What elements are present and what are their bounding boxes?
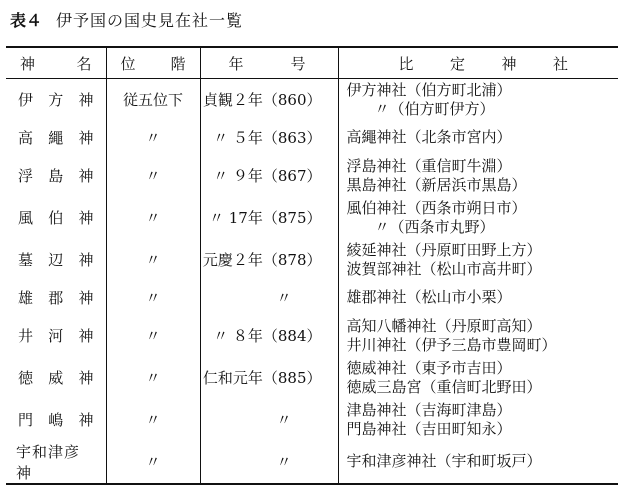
shrine-cell (338, 197, 618, 239)
shrine-table (6, 46, 618, 485)
shrine-cell (338, 239, 618, 281)
year-cell: 〃 (200, 399, 338, 441)
deity-cell: 墓 辺 神 (6, 239, 106, 281)
rank-cell: 従五位下 (106, 79, 200, 121)
deity-cell: 徳 威 神 (6, 357, 106, 399)
shrine-entry: 門島神社（吉田町知永） (346, 419, 512, 438)
table-number-label: 表４ (10, 11, 43, 30)
shrine-entry: 徳威三島宮（重信町北野田） (346, 377, 542, 396)
shrine-entry: 〃（西条市丸野） (374, 217, 495, 236)
rank-cell: 〃 (106, 121, 200, 155)
deity-cell: 宇和津彦神 (6, 441, 106, 484)
table-row (6, 197, 618, 239)
header-rank: 位 階 (106, 47, 200, 79)
shrine-cell (338, 79, 618, 121)
year-cell: 〃 ９年（867） (200, 155, 338, 197)
shrine-entry: 井川神社（伊予三島市豊岡町） (346, 335, 557, 354)
table-caption: 伊予国の国史見在社一覧 (56, 11, 244, 30)
deity-cell: 井 河 神 (6, 315, 106, 357)
year-cell: 元慶２年（878） (200, 239, 338, 281)
shrine-entry: 綾延神社（丹原町田野上方） (346, 240, 542, 259)
rank-cell: 〃 (106, 239, 200, 281)
table-row (6, 441, 618, 484)
rank-cell: 〃 (106, 399, 200, 441)
shrine-entry: 宇和津彦神社（宇和町坂戸） (346, 452, 542, 470)
shrine-entry: 津島神社（吉海町津島） (346, 400, 512, 419)
shrine-entry: 風伯神社（西条市朔日市） (346, 198, 527, 217)
rank-cell: 〃 (106, 197, 200, 239)
deity-cell: 門 嶋 神 (6, 399, 106, 441)
deity-cell: 高 繩 神 (6, 121, 106, 155)
year-cell: 〃 ８年（884） (200, 315, 338, 357)
page-title (10, 8, 243, 31)
deity-cell: 浮 島 神 (6, 155, 106, 197)
shrine-entry: 伊方神社（伯方町北浦） (346, 80, 512, 99)
year-cell: 〃 (200, 441, 338, 484)
header-year: 年 号 (200, 47, 338, 79)
table-row (6, 399, 618, 441)
header-row (6, 47, 618, 79)
table-row (6, 155, 618, 197)
rank-cell: 〃 (106, 315, 200, 357)
shrine-cell (338, 399, 618, 441)
header-deity: 神 名 (6, 47, 106, 79)
deity-cell: 雄 郡 神 (6, 281, 106, 315)
shrine-cell (338, 315, 618, 357)
shrine-cell (338, 441, 618, 484)
rank-cell: 〃 (106, 155, 200, 197)
shrine-entry: 高知八幡神社（丹原町高知） (346, 316, 542, 335)
shrine-cell (338, 281, 618, 315)
rank-cell: 〃 (106, 357, 200, 399)
table-row (6, 357, 618, 399)
shrine-entry: 波賀部神社（松山市高井町） (346, 259, 542, 278)
deity-cell: 伊 方 神 (6, 79, 106, 121)
shrine-cell (338, 357, 618, 399)
table-row (6, 79, 618, 121)
shrine-entry: 〃（伯方町伊方） (374, 99, 495, 118)
table-row (6, 121, 618, 155)
shrine-cell (338, 155, 618, 197)
header-shrine: 比 定 神 社 (338, 47, 618, 79)
shrine-entry: 雄郡神社（松山市小栗） (346, 288, 512, 306)
year-cell: 仁和元年（885） (200, 357, 338, 399)
shrine-entry: 浮島神社（重信町牛淵） (346, 156, 512, 175)
shrine-cell (338, 121, 618, 155)
year-cell: 〃 (200, 281, 338, 315)
deity-cell: 風 伯 神 (6, 197, 106, 239)
rank-cell: 〃 (106, 281, 200, 315)
shrine-entry: 黒島神社（新居浜市黒島） (346, 175, 527, 194)
table-row (6, 315, 618, 357)
table-row (6, 239, 618, 281)
rank-cell: 〃 (106, 441, 200, 484)
year-cell: 〃 ５年（863） (200, 121, 338, 155)
year-cell: 〃 17年（875） (200, 197, 338, 239)
table-body (6, 79, 618, 484)
shrine-entry: 高繩神社（北条市宮内） (346, 128, 512, 146)
year-cell: 貞観２年（860） (200, 79, 338, 121)
shrine-entry: 徳威神社（東予市吉田） (346, 358, 512, 377)
table-row (6, 281, 618, 315)
